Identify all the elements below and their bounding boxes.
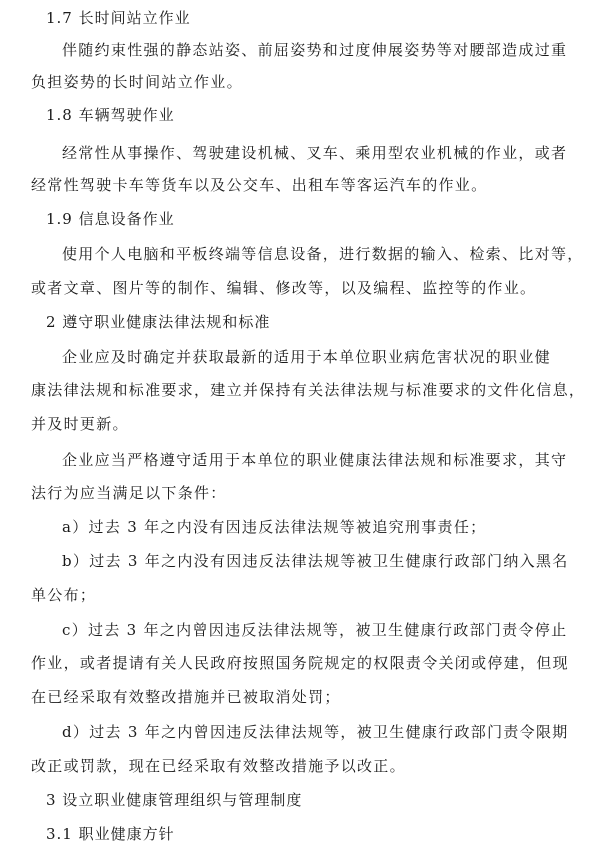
paragraph-line: 经常性驾驶卡车等货车以及公交车、出租车等客运汽车的作业。	[31, 176, 488, 194]
paragraph-line: 作业，或者提请有关人民政府按照国务院规定的权限责令关闭或停建，但现	[31, 654, 569, 672]
paragraph-line: 并及时更新。	[31, 415, 129, 433]
paragraph-line: 在已经采取有效整改措施并已被取消处罚；	[31, 688, 341, 706]
paragraph-line: 康法律法规和标准要求，建立并保持有关法律法规与标准要求的文件化信息，	[31, 381, 586, 399]
section-heading-3-1: 3.1 职业健康方针	[46, 825, 175, 843]
section-heading-1-7: 1.7 长时间站立作业	[46, 9, 191, 27]
list-item-d: d）过去 3 年之内曾因违反法律法规等，被卫生健康行政部门责令限期	[62, 723, 569, 741]
paragraph-line: 使用个人电脑和平板终端等信息设备，进行数据的输入、检索、比对等，	[62, 245, 584, 263]
section-heading-2: 2 遵守职业健康法律法规和标准	[46, 313, 271, 331]
paragraph-line: 伴随约束性强的静态站姿、前屈姿势和过度伸展姿势等对腰部造成过重	[62, 41, 568, 59]
list-item-b: b）过去 3 年之内没有因违反法律法规等被卫生健康行政部门纳入黑名	[62, 552, 569, 570]
list-item-a: a）过去 3 年之内没有因违反法律法规等被追究刑事责任；	[62, 518, 487, 536]
paragraph-line: 改正或罚款，现在已经采取有效整改措施予以改正。	[31, 757, 406, 775]
paragraph-line: 法行为应当满足以下条件：	[31, 484, 227, 502]
section-heading-1-8: 1.8 车辆驾驶作业	[46, 106, 175, 124]
section-heading-3: 3 设立职业健康管理组织与管理制度	[46, 791, 303, 809]
paragraph-line: 单公布；	[31, 586, 97, 604]
paragraph-line: 企业应当严格遵守适用于本单位的职业健康法律法规和标准要求，其守	[62, 451, 568, 469]
section-heading-1-9: 1.9 信息设备作业	[46, 210, 175, 228]
paragraph-line: 或者文章、图片等的制作、编辑、修改等，以及编程、监控等的作业。	[31, 279, 537, 297]
paragraph-line: 负担姿势的长时间站立作业。	[31, 73, 243, 91]
paragraph-line: 企业应及时确定并获取最新的适用于本单位职业病危害状况的职业健	[62, 348, 552, 366]
list-item-c: c）过去 3 年之内曾因违反法律法规等，被卫生健康行政部门责令停止	[62, 621, 568, 639]
paragraph-line: 经常性从事操作、驾驶建设机械、叉车、乘用型农业机械的作业，或者	[62, 144, 568, 162]
